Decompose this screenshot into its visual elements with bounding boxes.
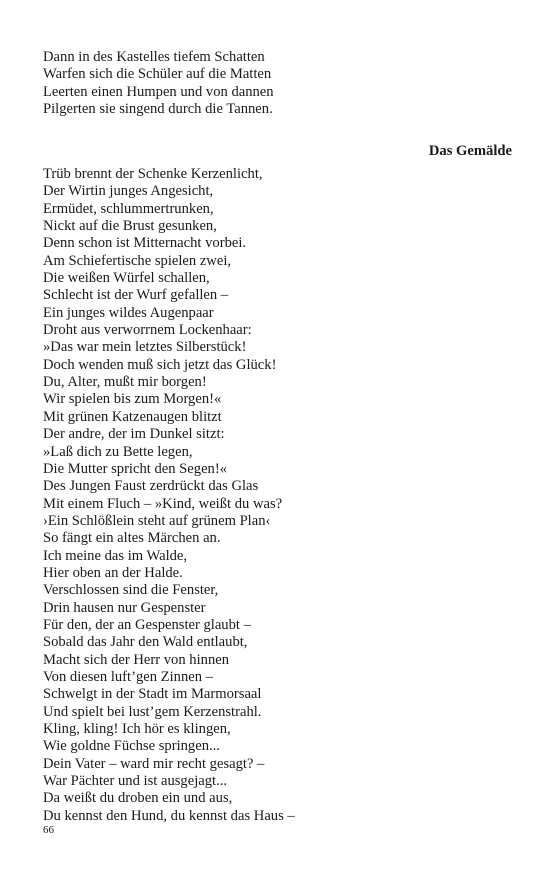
verse-line: Du kennst den Hund, du kennst das Haus – [43,807,295,824]
verse-line: Schlecht ist der Wurf gefallen – [43,287,229,304]
verse-line: Die weißen Würfel schallen, [43,270,210,287]
verse-line: Wir spielen bis zum Morgen!« [43,391,222,408]
verse-line: So fängt ein altes Märchen an. [43,530,221,547]
poem-title: Das Gemälde [428,143,512,159]
verse-line: Macht sich der Herr von hinnen [43,651,230,668]
verse-line: Für den, der an Gespenster glaubt – [43,616,251,633]
verse-line: »Laß dich zu Bette legen, [43,443,193,460]
verse-line: Kling, kling! Ich hör es klingen, [43,721,231,737]
verse-line: Drin hausen nur Gespenster [43,599,206,616]
verse-line: Trüb brennt der Schenke Kerzenlicht, [43,166,263,182]
verse-line: War Pächter und ist ausgejagt... [43,773,228,790]
verse-line: Ein junges wildes Augenpaar [43,304,214,321]
verse-line: Nickt auf die Brust gesunken, [43,218,217,235]
intro-stanza [43,49,274,118]
verse-line: Da weißt du droben ein und aus, [43,790,233,807]
verse-line: Ich meine das im Walde, [43,547,188,564]
verse-line: Verschlossen sind die Fenster, [43,582,219,599]
verse-line: Wie goldne Füchse springen... [43,738,220,755]
verse-line: Ermüdet, schlummertrunken, [43,200,214,217]
verse-line: Von diesen luft’gen Zinnen – [43,668,213,685]
verse-line: Denn schon ist Mitternacht vorbei. [43,235,247,252]
verse-line: Warfen sich die Schüler auf die Matten [43,66,272,83]
verse-line: ›Ein Schlößlein steht auf grünem Plan‹ [43,512,271,529]
verse-line: Dann in des Kastelles tiefem Schatten [43,49,265,65]
verse-line: Am Schiefertische spielen zwei, [43,252,232,269]
verse-line: Droht aus verworrnem Lockenhaar: [43,322,252,339]
verse-line: Der andre, der im Dunkel sitzt: [43,426,225,443]
verse-line: Mit grünen Katzenaugen blitzt [43,408,222,425]
verse-line: Hier oben an der Halde. [43,564,183,581]
verse-line: Du, Alter, mußt mir borgen! [43,374,207,391]
verse-line: Mit einem Fluch – »Kind, weißt du was? [43,495,283,512]
verse-line: Dein Vater – ward mir recht gesagt? – [43,755,265,772]
verse-line: Der Wirtin junges Angesicht, [43,183,214,200]
verse-line: Leerten einen Humpen und von dannen [43,83,274,100]
verse-line: Des Jungen Faust zerdrückt das Glas [43,478,259,495]
verse-line: Schwelgt in der Stadt im Marmorsaal [43,686,262,703]
page-number: 66 [43,824,54,836]
verse-line: »Das war mein letztes Silberstück! [43,339,247,356]
verse-line: Und spielt bei lust’gem Kerzenstrahl. [43,703,262,720]
verse-line: Pilgerten sie singend durch die Tannen. [43,101,273,118]
verse-line: Die Mutter spricht den Segen!« [43,460,227,477]
verse-line: Sobald das Jahr den Wald entlaubt, [43,634,248,651]
poem-body [43,166,295,825]
verse-line: Doch wenden muß sich jetzt das Glück! [43,356,277,373]
